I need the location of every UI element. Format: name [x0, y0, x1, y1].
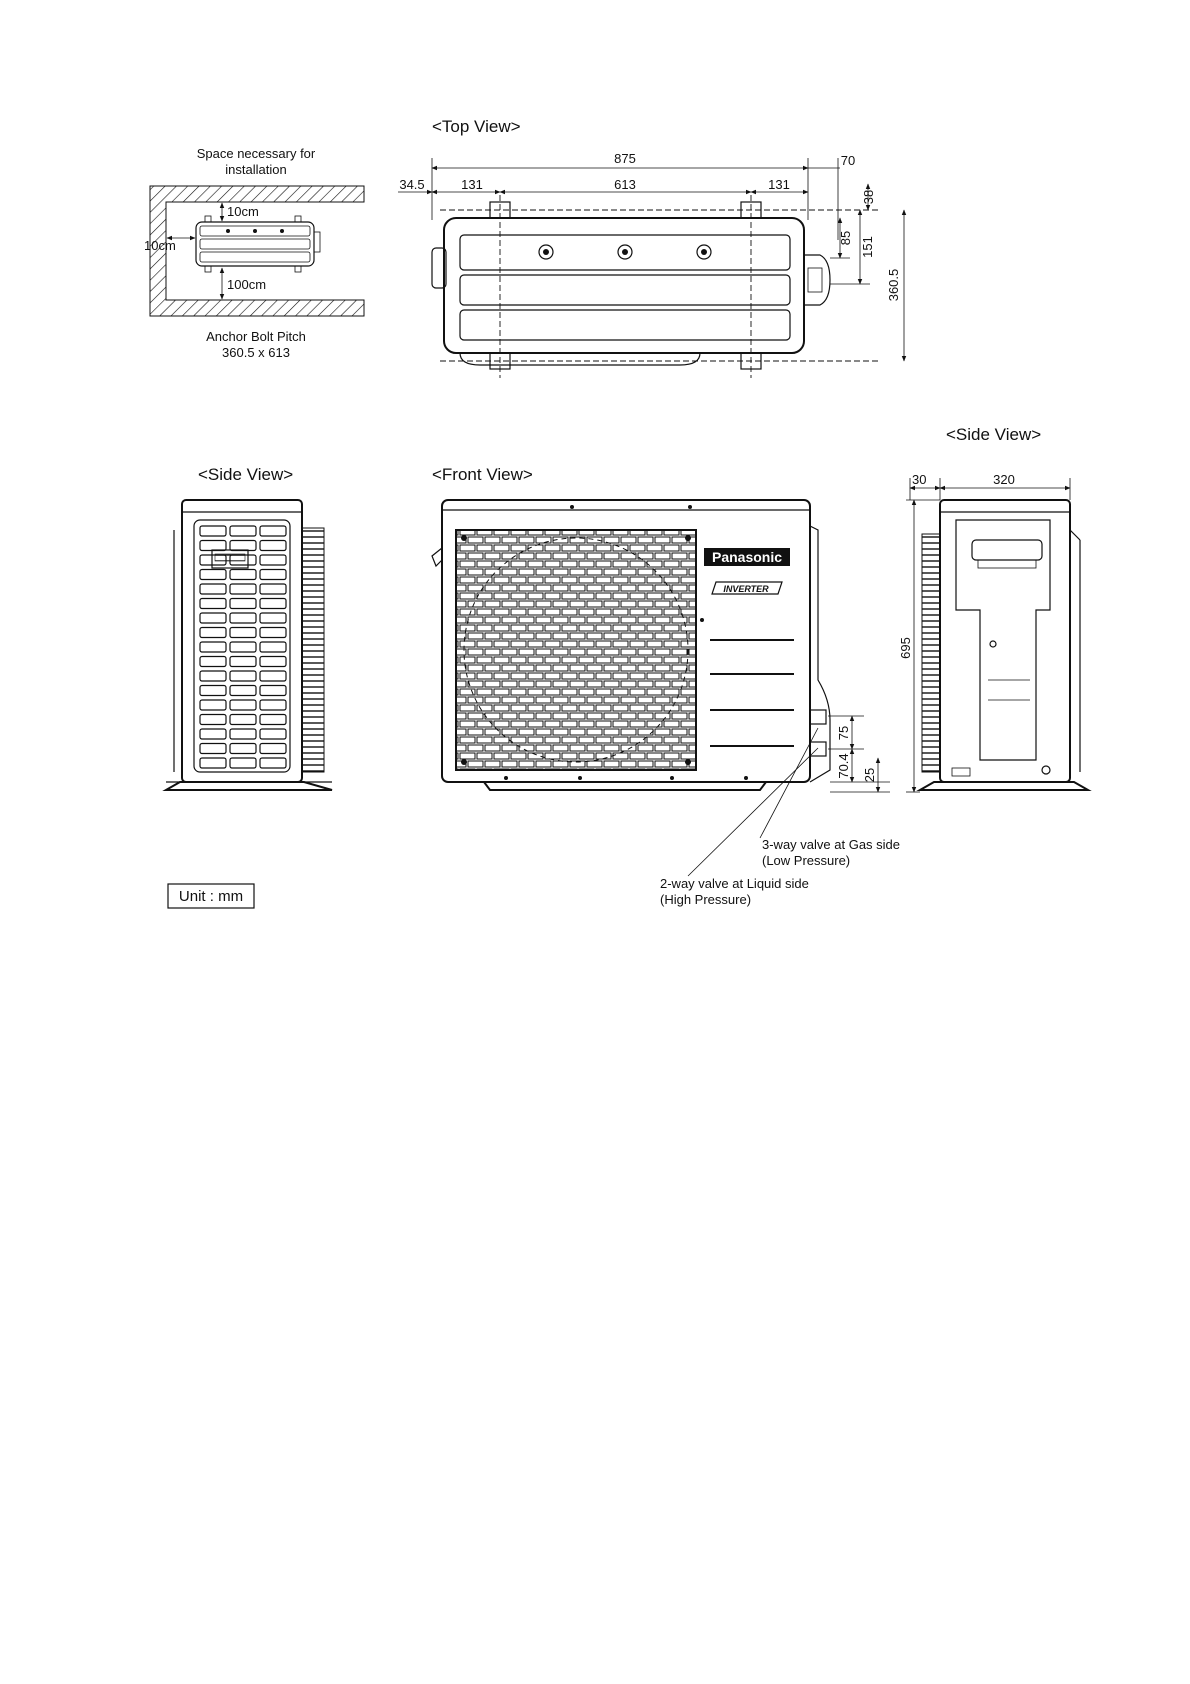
anchor-bolt-value: 360.5 x 613: [222, 345, 290, 360]
liquid-valve-pressure: (High Pressure): [660, 892, 752, 907]
grille-slot: [200, 628, 226, 638]
dim-left-bolt: 131: [461, 177, 483, 192]
grille-slot: [230, 744, 256, 754]
clearance-top: 10cm: [227, 204, 259, 219]
right-side-panel: [956, 520, 1050, 760]
top-view: [398, 117, 904, 378]
grille-slot: [260, 729, 286, 739]
grille-slot: [260, 526, 286, 536]
top-view-body: [444, 218, 804, 353]
grille-slot: [230, 613, 256, 623]
installation-title-line1: Space necessary for: [196, 146, 316, 161]
grille-slot: [230, 700, 256, 710]
dim-height: 695: [898, 637, 913, 659]
grille-slot: [200, 570, 226, 580]
grille-slot: [200, 657, 226, 667]
grille-slot: [260, 613, 286, 623]
grille-slot: [260, 541, 286, 551]
grille-slot: [200, 758, 226, 768]
dim-depth-c: 151: [860, 236, 875, 258]
grille-slot: [260, 555, 286, 565]
installation-unit: [196, 216, 320, 272]
grille-slot: [260, 744, 286, 754]
right-side-view: [898, 425, 1088, 792]
grille-slot: [230, 686, 256, 696]
dim-bolt-pitch: 613: [614, 177, 636, 192]
liquid-valve-label: 2-way valve at Liquid side: [660, 876, 809, 891]
grille-slot: [230, 642, 256, 652]
right-side-fins: [922, 534, 940, 772]
grille-slot: [260, 584, 286, 594]
dim-depth-a: 38: [861, 189, 876, 205]
grille-slot: [230, 570, 256, 580]
grille-slot: [260, 599, 286, 609]
valve-callouts: [660, 837, 900, 907]
left-side-view: [166, 465, 332, 790]
grille-slot: [260, 657, 286, 667]
grille-slot: [200, 700, 226, 710]
grille-slot: [230, 715, 256, 725]
brand-logo: Panasonic: [711, 549, 783, 565]
unit-box: [168, 884, 254, 908]
grille-slot: [260, 715, 286, 725]
anchor-bolt-label: Anchor Bolt Pitch: [206, 329, 306, 344]
grille-slot: [230, 671, 256, 681]
dim-valve-a: 75: [836, 725, 851, 741]
left-side-grille: [200, 526, 286, 768]
dim-body-depth: 320: [993, 472, 1015, 487]
grille-slot: [230, 657, 256, 667]
top-view-title: <Top View>: [432, 117, 521, 136]
dim-depth-b: 85: [838, 230, 853, 246]
dim-valve-c: 25: [862, 767, 877, 783]
left-side-view-title: <Side View>: [198, 465, 294, 484]
dim-overall-width: 875: [614, 151, 636, 166]
gas-valve-label: 3-way valve at Gas side: [762, 837, 901, 852]
clearance-left: 10cm: [144, 238, 176, 253]
fan-grille: [456, 530, 696, 770]
grille-slot: [260, 758, 286, 768]
grille-slot: [230, 758, 256, 768]
grille-slot: [200, 541, 226, 551]
grille-slot: [260, 686, 286, 696]
top-view-screws: [539, 245, 711, 259]
grille-slot: [260, 628, 286, 638]
front-view-title: <Front View>: [432, 465, 533, 484]
grille-slot: [200, 744, 226, 754]
gas-valve-pressure: (Low Pressure): [762, 853, 851, 868]
grille-slot: [260, 642, 286, 652]
inverter-badge: INVERTER: [723, 584, 769, 594]
grille-slot: [260, 671, 286, 681]
dim-right-overhang: 70: [840, 153, 856, 168]
dim-fin-depth: 30: [912, 472, 927, 487]
grille-slot: [200, 729, 226, 739]
dim-depth-total: 360.5: [886, 268, 901, 302]
grille-slot: [200, 715, 226, 725]
right-side-view-title: <Side View>: [946, 425, 1042, 444]
grille-slot: [230, 628, 256, 638]
grille-slot: [230, 729, 256, 739]
grille-slot: [200, 526, 226, 536]
dim-right-bolt: 131: [768, 177, 790, 192]
grille-slot: [200, 613, 226, 623]
grille-slot: [200, 671, 226, 681]
grille-slot: [230, 526, 256, 536]
installation-title-line2: installation: [225, 162, 287, 177]
grille-slot: [200, 584, 226, 594]
grille-slot: [260, 570, 286, 580]
left-side-fins: [302, 528, 324, 772]
front-view: [432, 465, 890, 876]
installation-space-diagram: [144, 146, 364, 360]
grille-slot: [200, 599, 226, 609]
grille-slot: [260, 700, 286, 710]
grille-slot: [230, 599, 256, 609]
grille-slot: [200, 686, 226, 696]
dim-left-offset: 34.5: [399, 177, 425, 192]
clearance-front: 100cm: [227, 277, 267, 292]
grille-slot: [230, 584, 256, 594]
unit-label: Unit : mm: [178, 888, 244, 905]
grille-slot: [230, 541, 256, 551]
dim-valve-b: 70.4: [836, 753, 851, 779]
grille-slot: [200, 642, 226, 652]
